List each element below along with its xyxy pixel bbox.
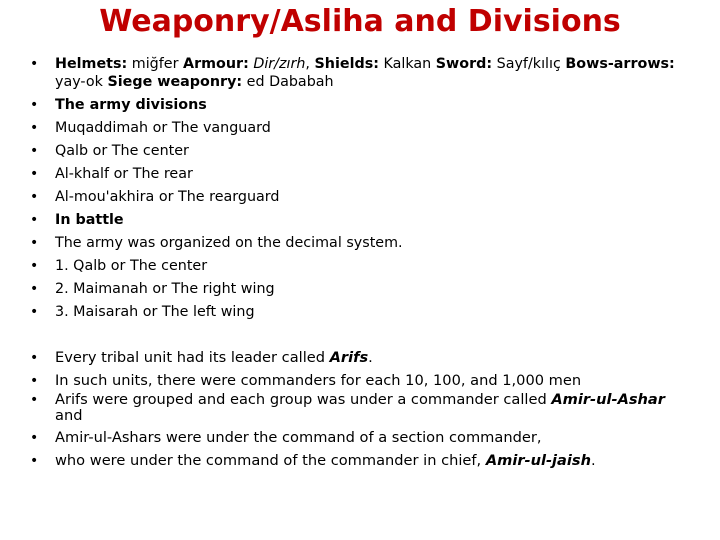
text: Arifs were grouped and each group was under a commander called [55,391,552,408]
list-item: • Muqaddimah or The vanguard [30,117,695,140]
bows-value: yay-ok [55,74,108,90]
term-amir-ul-ashar: Amir-ul-Ashar [551,391,665,408]
list-item: • Al-khalf or The rear [30,163,695,186]
sword-label: Sword: [435,56,493,72]
list-item: • Al-mou'akhira or The rearguard [30,186,695,209]
shields-value: Kalkan [378,56,436,72]
siege-value: ed Dababah [242,74,334,90]
term-arifs: Arifs [329,349,369,366]
slide-title: Weaponry/Asliha and Divisions [99,4,621,39]
command-structure-list [30,347,695,472]
armour-label: Armour: [183,56,249,72]
text: who were under the command of the commander in chief, [55,451,486,469]
helmets-label: Helmets: [55,56,128,72]
term-amir-ul-jaish: Amir-ul-jaish [485,451,591,469]
list-item: • 3. Maisarah or The left wing [30,301,695,324]
list-item: • 2. Maimanah or The right wing [30,278,695,301]
weaponry-list [30,55,695,324]
list-item: • Qalb or The center [30,140,695,163]
text: and [55,407,83,424]
heading-army-divisions: The army divisions [55,97,207,113]
sword-value: Sayf/kılıç [492,56,566,72]
text: Every tribal unit had its leader called [55,349,330,366]
text: . [590,451,596,469]
text: . [368,349,373,366]
list-item-commander-in-chief [30,450,695,473]
shields-label: Shields: [314,56,379,72]
list-item-arifs [30,347,695,370]
list-item [30,209,695,232]
list-item: • 1. Qalb or The center [30,255,695,278]
helmets-value: miğfer [127,56,183,72]
armour-value: Dir/zırh [253,56,306,72]
list-item-weapons: • Helmets: miğfer Armour: Dir/zırh, Shields: Kalkan Sword: Sayf/kılıç Bows-arrows: yay-ok Siege weaponry: ed Dababah [30,55,695,94]
bows-label: Bows-arrows: [565,56,675,72]
list-item-amir-ul-ashar [30,392,695,427]
list-item [30,94,695,117]
list-item: • The army was organized on the decimal system. [30,232,695,255]
heading-in-battle: In battle [55,212,124,228]
list-item-section-commander: • Amir-ul-Ashars were under the command of a section commander, [30,427,695,450]
list-item-units: • In such units, there were commanders for each 10, 100, and 1,000 men [30,370,695,393]
siege-label: Siege weaponry: [107,74,243,90]
